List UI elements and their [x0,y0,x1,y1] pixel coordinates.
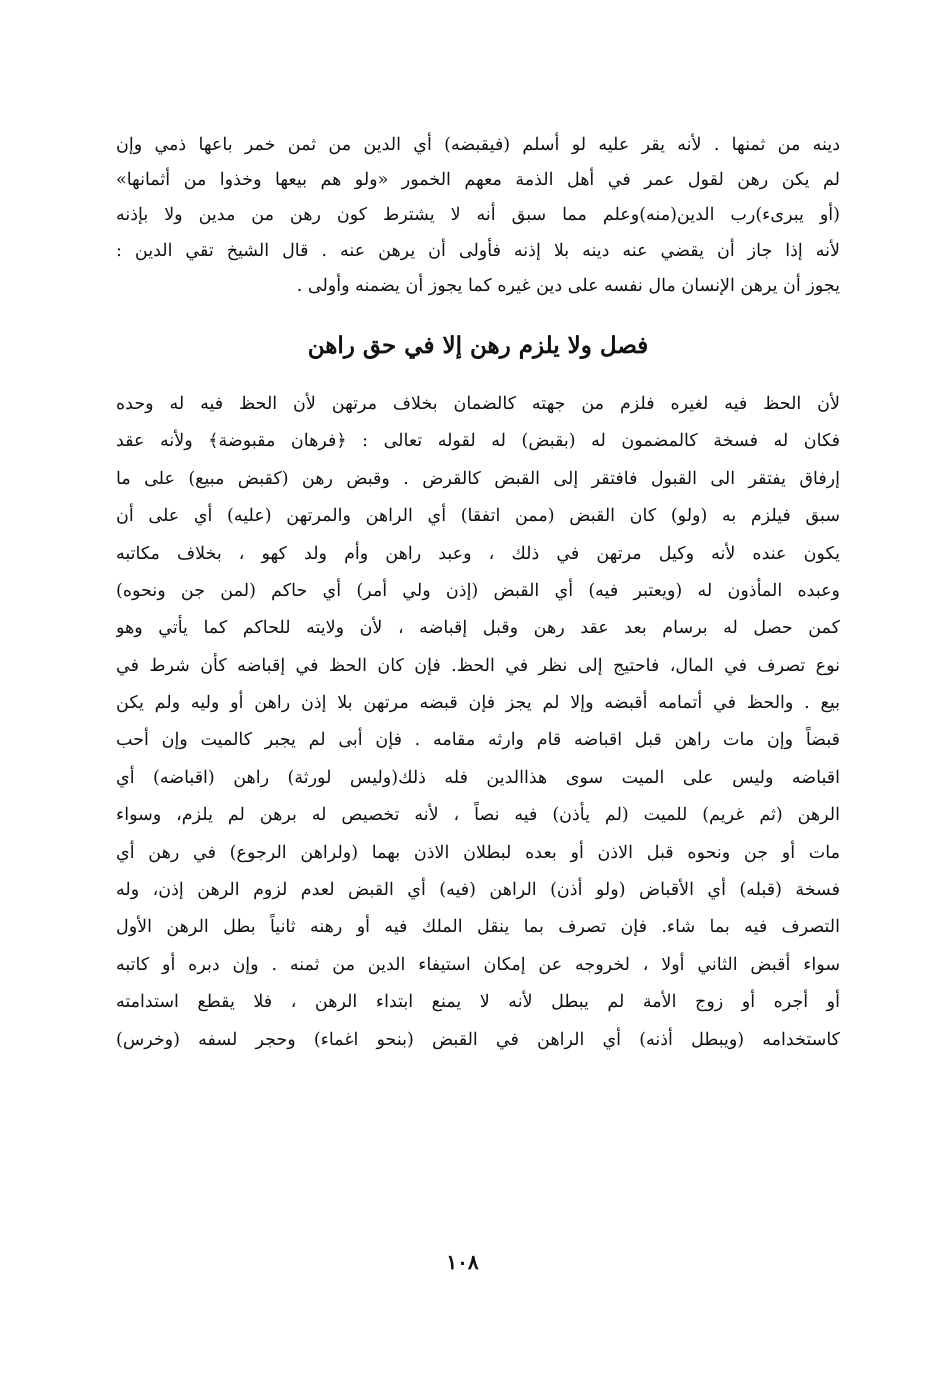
text-line: فسخة (قبله) أي الأقباض (ولو أذن) الراهن (فيه) أي القبض لعدم لزوم الرهن إذن، وله [116,880,840,901]
page-body [116,128,840,1059]
text-line: أو أجره أو زوج الأمة لم يبطل لأنه لا يمنع ابتداء الرهن ، فلا يقطع استدامته [116,992,840,1013]
text-line: لأنه إذا جاز أن يقضي عنه دينه بلا إذنه فأولى أن يرهن عنه . قال الشيخ تقي الدين : [116,240,840,261]
paragraph-1 [116,128,840,304]
text-line: الرهن (ثم غريم) للميت (لم يأذن) فيه نصاً ، لأنه تخصيص له برهن لم يلزم، وسواء [116,805,840,826]
text-line: بيع . والحظ في أتمامه أقبضه وإلا لم يجز فإن قبضه مرتهن بلا إذن راهن أو وليه ولم يكن [116,693,840,714]
text-line: كاستخدامه (ويبطل أذنه) أي الراهن في القبض (بنحو اغماء) وحجر لسفه (وخرس) [116,1029,840,1050]
text-line: وعبده المأذون له (ويعتبر فيه) أي القبض (إذن ولي أمر) أي حاكم (لمن جن ونحوه) [116,580,840,601]
text-line: كمن حصل له برسام بعد عقد رهن وقبل إقباضه ، لأن ولايته للحاكم كما يأتي وهو [116,618,840,639]
text-line: إرفاق يفتقر الى القبول فافتقر إلى القبض كالقرض . وقبض رهن (كقبض مبيع) على ما [116,468,840,489]
text-line: سبق فيلزم به (ولو) كان القبض (ممن اتفقا) أي الراهن والمرتهن (عليه) أي على أن [116,506,840,527]
text-line: التصرف فيه بما شاء. فإن تصرف بما ينقل الملك فيه أو رهنه ثانياً بطل الرهن الأول [116,917,840,938]
text-line: يكون عنده لأنه وكيل مرتهن في ذلك ، وعبد راهن وأم ولد كهو ، بخلاف مكاتبه [116,543,840,564]
text-line: فكان له فسخة كالمضمون له (بقبض) له لقوله تعالى : ﴿فرهان مقبوضة﴾ ولأنه عقد [116,431,840,452]
text-line: مات أو جن ونحوه قبل الاذن أو بعده لبطلان الاذن بهما (ولراهن الرجوع) في رهن أي [116,842,840,863]
text-line: (أو يبرىء)رب الدين(منه)وعلم مما سبق أنه لا يشترط كون رهن من مدين ولا بإذنه [116,205,840,226]
text-line: يجوز أن يرهن الإنسان مال نفسه على دين غيره كما يجوز أن يضمنه وأولى . [296,275,840,296]
text-line: اقباضه وليس على الميت سوى هذاالدين فله ذلك(وليس لورثة) راهن (اقباضه) أي [116,767,840,788]
paragraph-2 [116,386,840,1059]
text-line: لم يكن رهن لقول عمر في أهل الذمة معهم الخمور «ولو هم بيعها وخذوا من أثمانها» [116,170,840,191]
text-line: لأن الحظ فيه لغيره فلزم من جهته كالضمان بخلاف مرتهن لأن الحظ فيه له وحده [116,393,840,414]
text-line: دينه من ثمنها . لأنه يقر عليه لو أسلم (فيقبضه) أي الدين من ثمن خمر باعها ذمي وإن [116,135,840,155]
text-line: نوع تصرف في المال، فاحتيج إلى نظر في الحظ. فإن كان الحظ في إقباضه كأن شرط في [116,655,840,676]
text-line: قبضاً وإن مات راهن قبل اقباضه قام وارثه مقامه . فإن أبى لم يجبر كالميت وإن أحب [116,730,840,751]
text-line: سواء أقبض الثاني أولا ، لخروجه عن إمكان استيفاء الدين من ثمنه . وإن دبره أو كاتبه [116,954,840,975]
section-heading: فصل ولا يلزم رهن إلا في حق راهن [307,331,649,359]
page-number: ١٠٨ [446,1250,479,1274]
